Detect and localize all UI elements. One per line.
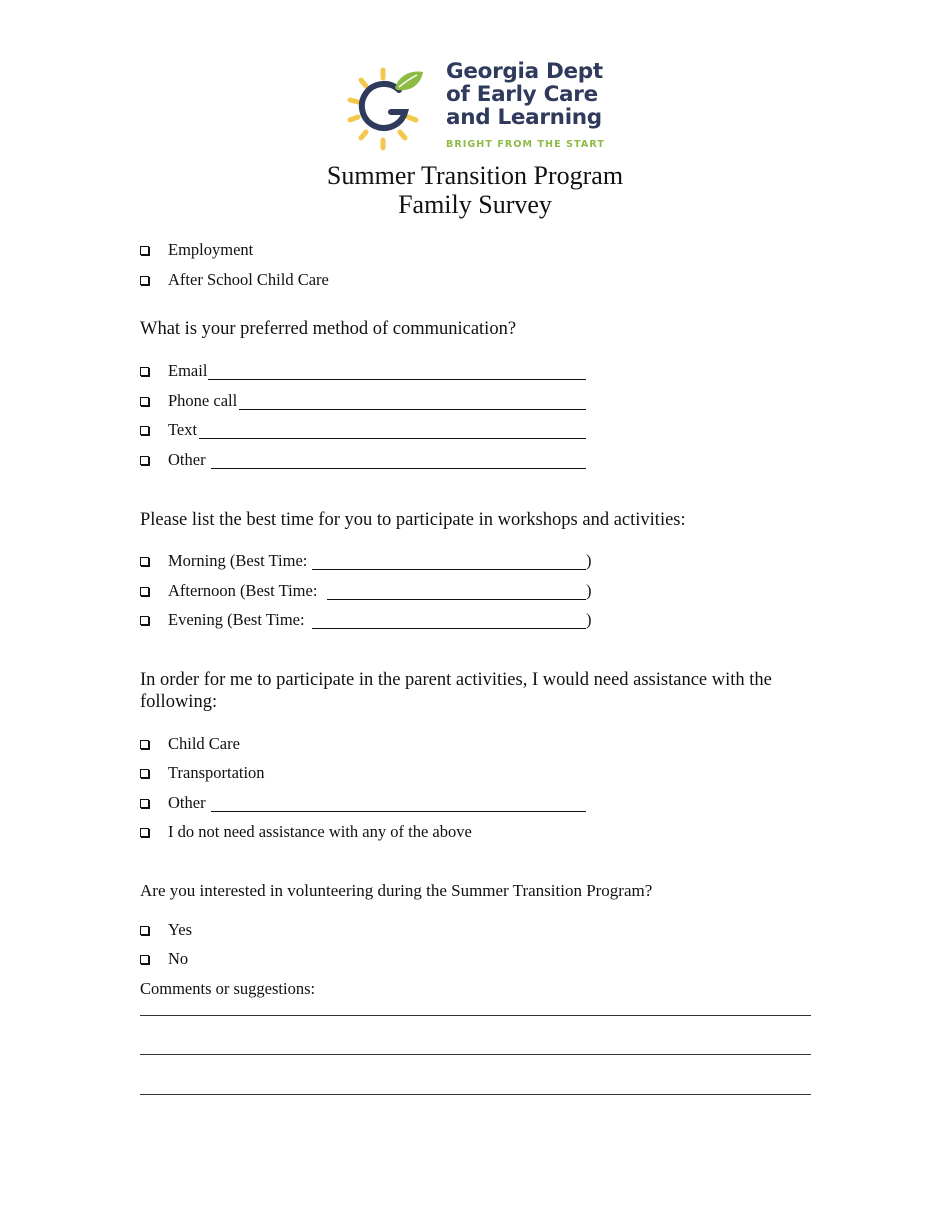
checkbox[interactable]: [140, 557, 149, 566]
page-subtitle: Family Survey: [398, 190, 552, 219]
checkbox[interactable]: [140, 587, 149, 596]
gdecal-logo: [343, 60, 613, 155]
communication-question: What is your preferred method of communication?: [140, 319, 517, 339]
assistance-question: In order for me to participate in the parent activities, I would need assistance with the following:: [140, 670, 772, 712]
logo-tagline: BRIGHT FROM THE START: [446, 139, 605, 150]
checkbox[interactable]: [140, 426, 149, 435]
other-communication-blank-line[interactable]: [211, 468, 586, 469]
checkbox[interactable]: [140, 740, 149, 749]
checkbox[interactable]: [140, 955, 149, 964]
checkbox[interactable]: [140, 456, 149, 465]
checkbox[interactable]: [140, 397, 149, 406]
volunteer-question: Are you interested in volunteering during the Summer Transition Program?: [140, 881, 653, 900]
checkbox[interactable]: [140, 769, 149, 778]
checkbox[interactable]: [140, 926, 149, 935]
checkbox[interactable]: [140, 616, 149, 625]
comments-line-2[interactable]: [140, 1054, 811, 1055]
checkbox[interactable]: [140, 799, 149, 808]
checkbox[interactable]: [140, 276, 149, 285]
email-blank-line[interactable]: [208, 379, 586, 380]
times-question: Please list the best time for you to participate in workshops and activities:: [140, 510, 686, 530]
logo-wordmark: Georgia Dept of Early Care and Learning: [446, 59, 603, 130]
page-title: Summer Transition Program: [326, 161, 624, 190]
sun-swirl-logo-icon: [343, 60, 438, 155]
other-assistance-blank-line[interactable]: [211, 811, 586, 812]
evening-blank-line[interactable]: [312, 628, 586, 629]
comments-line-3[interactable]: [140, 1094, 811, 1095]
checkbox[interactable]: [140, 246, 149, 255]
phone-blank-line[interactable]: [239, 409, 586, 410]
checkbox[interactable]: [140, 367, 149, 376]
text-blank-line[interactable]: [199, 438, 586, 439]
morning-blank-line[interactable]: [312, 569, 586, 570]
checkbox[interactable]: [140, 828, 149, 837]
comments-label: Comments or suggestions:: [140, 979, 316, 998]
comments-line-1[interactable]: [140, 1015, 811, 1016]
afternoon-blank-line[interactable]: [327, 599, 586, 600]
